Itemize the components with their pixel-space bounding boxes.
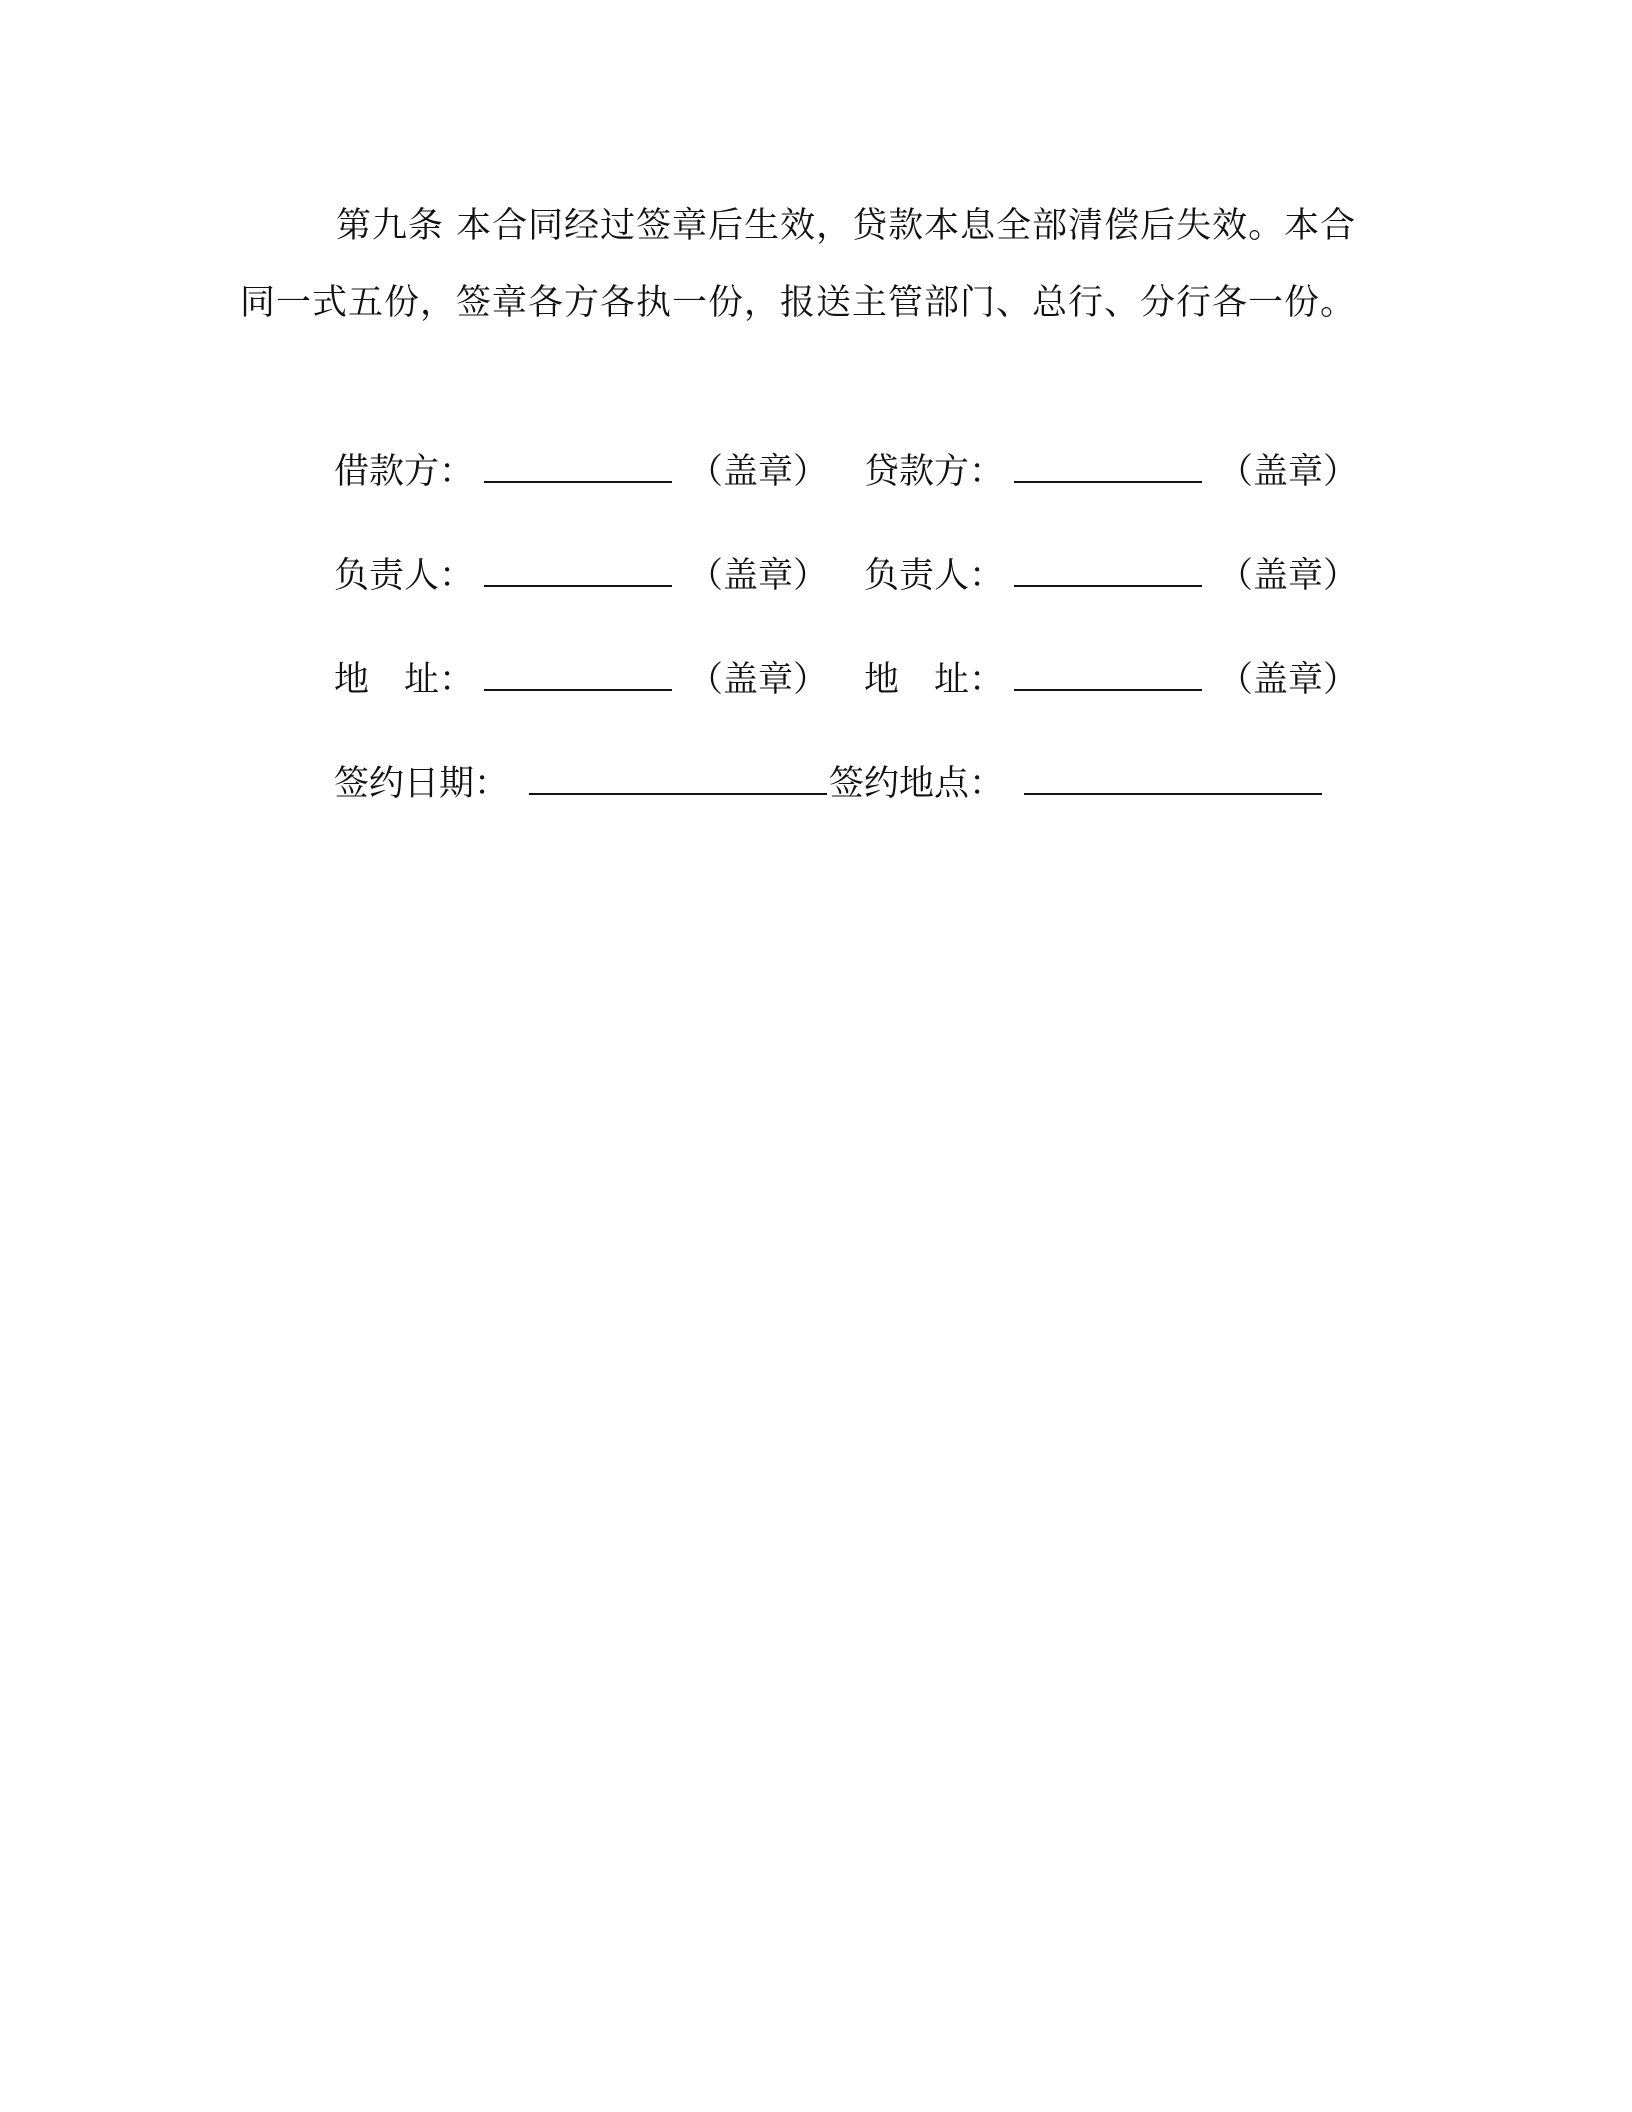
borrower-label: 借款方： <box>334 452 475 492</box>
signature-row-date-place <box>334 759 1322 809</box>
borrower-responsible-seal-label: （盖章） <box>688 556 829 596</box>
signing-date-label: 签约日期： <box>334 764 510 804</box>
signature-row-address <box>334 655 1358 705</box>
lender-address-blank[interactable] <box>1014 655 1202 691</box>
borrower-seal-label: （盖章） <box>688 452 829 492</box>
borrower-responsible-label: 负责人： <box>334 556 475 596</box>
signing-place-blank[interactable] <box>1024 759 1322 795</box>
signature-row-borrower-lender <box>334 447 1358 497</box>
lender-seal-label: （盖章） <box>1218 452 1359 492</box>
lender-address-label: 地 址： <box>864 660 1005 700</box>
signing-place-label: 签约地点： <box>829 764 1005 804</box>
lender-blank[interactable] <box>1014 447 1202 483</box>
lender-responsible-blank[interactable] <box>1014 551 1202 587</box>
borrower-blank[interactable] <box>484 447 672 483</box>
article-nine-paragraph: 第九条 本合同经过签章后生效，贷款本息全部清偿后失效。本合同一式五份，签章各方各执一份，报送主管部门、总行、分行各一份。 <box>240 206 1357 323</box>
lender-responsible-seal-label: （盖章） <box>1218 556 1359 596</box>
borrower-address-seal-label: （盖章） <box>688 660 829 700</box>
borrower-responsible-blank[interactable] <box>484 551 672 587</box>
borrower-address-blank[interactable] <box>484 655 672 691</box>
borrower-address-label: 地 址： <box>334 660 475 700</box>
lender-address-seal-label: （盖章） <box>1218 660 1359 700</box>
signature-row-responsible <box>334 551 1358 601</box>
lender-responsible-label: 负责人： <box>864 556 1005 596</box>
lender-label: 贷款方： <box>864 452 1005 492</box>
signing-date-blank[interactable] <box>529 759 827 795</box>
